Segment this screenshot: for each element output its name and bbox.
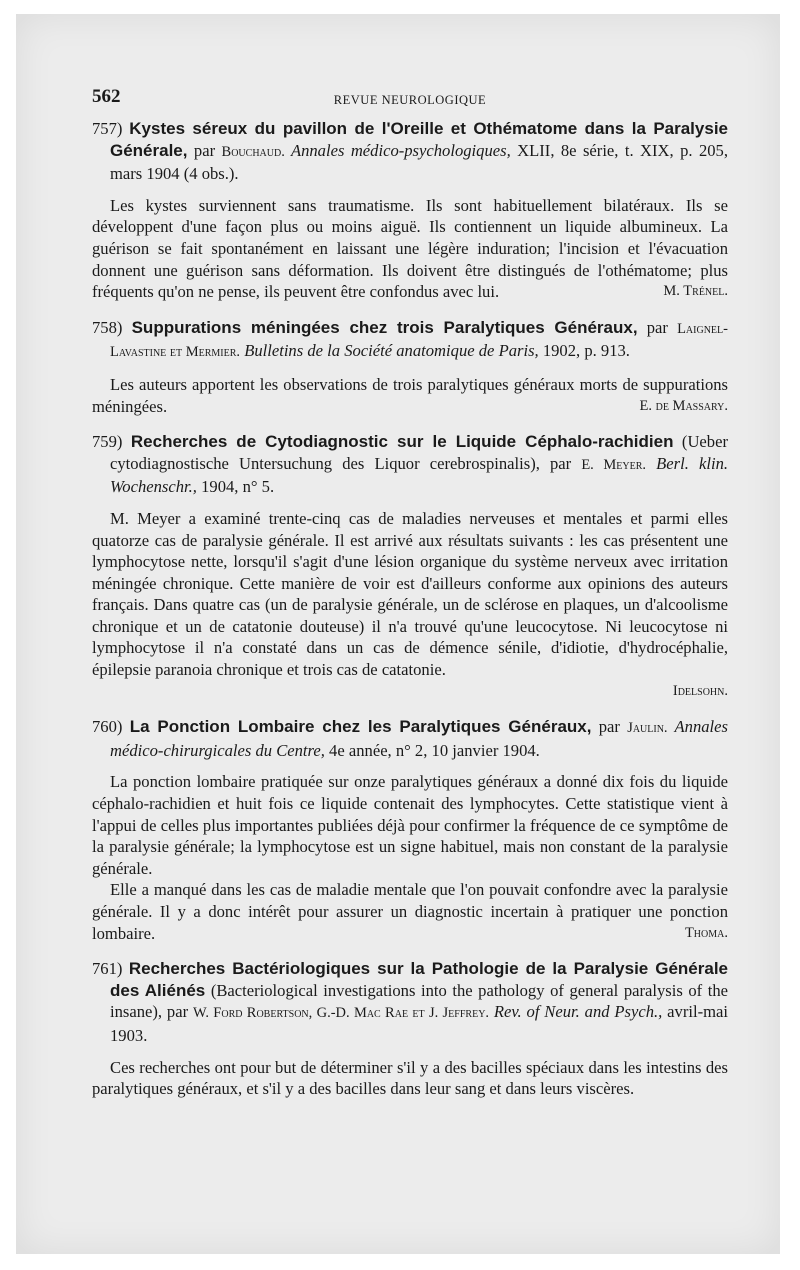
entry-number: 759) — [92, 432, 123, 452]
entry-paragraph: M. Meyer a examiné trente-cinq cas de maladies nerveuses et mentales et parmi elles quatorze cas de paralysie générale. Il est arrivé aux résultats suivants : les cas présentent une lymphocytose nette, lorsqu'il s'agit d'une lésion organique du système nerveux avec irritation méningée chronique. Cette manière de voir est d'ailleurs conforme aux opinions des auteurs français. Dans quatre cas (un de paralysie générale, un de sclérose en plaques, un d'alcoolisme chronique et un de catatonie douteuse) il n'a trouvé qu'une leucocytose. Ni leucocytose ni lymphocytose il n'a constaté dans un cas de démence sénile, d'idiotie, d'hydrocéphalie, épilepsie paranoia chronique et trois cas de catatonie. — [92, 508, 728, 680]
entry-body — [92, 195, 728, 303]
entry-title: Recherches de Cytodiagnostic sur le Liquide Céphalo-rachidien — [130, 432, 674, 452]
entry-journal: Bulletins de la Société anatomique de Paris, — [240, 341, 539, 361]
entry-paragraph: Les auteurs apportent les observations de trois paralytiques généraux morts de suppurations méningées. E. de Massary. — [92, 374, 728, 416]
page-number: 562 — [92, 86, 121, 107]
entry-heading — [92, 958, 728, 1046]
entry-title: Kystes séreux du pavillon de l'Oreille et Othématome dans la Paralysie Générale, — [110, 119, 728, 160]
entry-heading — [92, 716, 728, 761]
scanned-page — [16, 14, 780, 1254]
entry-number: 760) — [92, 717, 123, 737]
abstract-entry — [92, 958, 728, 1100]
entry-body — [92, 374, 728, 417]
entry-reference: XLII, 8e série, t. XIX, p. 205, mars 1904 (4 obs.). — [110, 140, 728, 184]
abstract-entry — [92, 431, 728, 702]
entry-number: 757) — [92, 119, 123, 138]
entry-author: Laignel-Lavastine et Mermier. — [110, 320, 728, 361]
entry-journal: Annales médico-chirurgicales du Centre, — [110, 717, 728, 760]
entry-connector: par — [187, 140, 222, 160]
page-content — [92, 86, 728, 1114]
entry-body — [92, 771, 728, 944]
entry-heading — [92, 317, 728, 364]
entry-body — [92, 508, 728, 702]
entry-heading — [92, 118, 728, 185]
entry-number: 761) — [92, 959, 123, 979]
entry-connector: par — [637, 317, 678, 337]
entry-body — [92, 1057, 728, 1100]
entry-author: Bouchaud. — [221, 143, 285, 160]
entry-reference: 1904, n° 5. — [196, 477, 275, 497]
entry-paragraph: Ces recherches ont pour but de déterminer s'il y a des bacilles spéciaux dans les intestins des paralytiques généraux, et s'il y a des bacilles dans leur sang et dans leurs viscères. — [92, 1057, 728, 1099]
entry-journal: Rev. of Neur. and Psych., — [489, 1002, 663, 1022]
entry-connector: (Bacteriological investigations into the pathology of general paralysis of the insane), par — [110, 980, 728, 1022]
entry-title: Suppurations méningées chez trois Paralytiques Généraux, — [131, 317, 638, 337]
abstract-entry — [92, 716, 728, 944]
entry-signature: Idelsohn. — [672, 682, 728, 699]
entry-paragraph: Les kystes surviennent sans traumatisme. Ils sont habituellement bilatéraux. Ils se développent d'une façon plus ou moins aiguë. Ils contiennent un liquide albumineux. La guérison se fait spontanément en laissant une légère induration; l'incision et l'évacuation donnent une guérison sans déformation. Ils doivent être distingués de l'othématome; plus fréquents qu'on ne pense, ils peuvent être confondus avec lui. M. Trénel. — [92, 195, 728, 302]
abstract-entry — [92, 118, 728, 303]
entry-title: La Ponction Lombaire chez les Paralytiques Généraux, — [129, 717, 592, 737]
entry-heading — [92, 431, 728, 498]
entry-connector: (Ueber cytodiagnostische Untersuchung des Liquor cerebrospinalis), par — [110, 432, 728, 473]
entry-signature: M. Trénel. — [663, 283, 728, 300]
entry-author: Jaulin. — [627, 720, 668, 737]
entry-signature: Thoma. — [684, 924, 728, 941]
page-header — [92, 86, 728, 110]
abstract-entry — [92, 317, 728, 417]
entry-journal: Annales médico-psychologiques, — [284, 140, 511, 160]
entry-journal: Berl. klin. Wochenschr., — [110, 453, 729, 497]
entry-reference: 1902, p. 913. — [538, 341, 630, 361]
entry-number: 758) — [92, 317, 123, 337]
running-title: REVUE NEUROLOGIQUE — [333, 93, 487, 107]
entry-author: W. Ford Robertson, G.-D. Mac Rae et J. Jeffrey. — [192, 1005, 490, 1022]
entry-connector: par — [591, 717, 628, 737]
entry-signature: E. de Massary. — [639, 397, 728, 414]
entry-reference: avril-mai 1903. — [110, 1002, 728, 1045]
entry-author: E. Meyer. — [581, 456, 647, 473]
entry-paragraph: La ponction lombaire pratiquée sur onze paralytiques généraux a donné dix fois du liquide céphalo-rachidien et huit fois ce liquide contenait des lymphocytes. Cette statistique vient à l'appui de celles plus importantes publiées déjà pour confirmer la fréquence de ce symptôme de la paralysie générale; la lymphocytose est un signe habituel, mais non constant de la paralysie générale. — [92, 772, 728, 878]
entry-reference: 4e année, n° 2, 10 janvier 1904. — [324, 740, 540, 760]
entry-paragraph: Elle a manqué dans les cas de maladie mentale que l'on pouvait confondre avec la paralysie générale. Il y a donc intérêt pour assurer un diagnostic incertain à pratiquer une ponction lombaire. Thoma. — [92, 880, 728, 943]
entry-title: Recherches Bactériologiques sur la Pathologie de la Paralysie Générale des Aliénés — [110, 959, 728, 1000]
